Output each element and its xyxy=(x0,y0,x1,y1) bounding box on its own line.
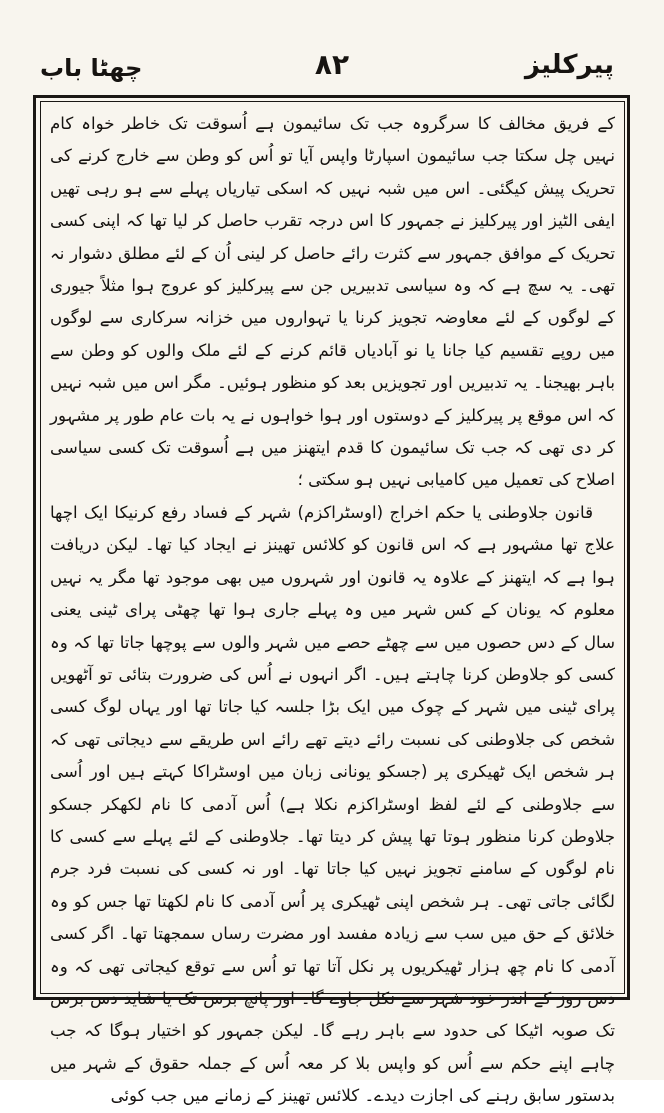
page-header xyxy=(30,40,634,90)
body-text xyxy=(50,108,615,1113)
chapter-label: چھٹا باب xyxy=(40,54,143,82)
page-number: ۸۲ xyxy=(314,48,350,81)
paragraph: قانون جلاوطنی یا حکم اخراج (اوسٹراکزم) شہر کے فساد رفع کرنیکا ایک اچھا علاج تھا مشہور ہے کہ اس قانون کو کلائس تھینز نے ایجاد کیا تھا۔ لیکن دریافت ہوا ہے کہ ایتھنز کے علاوہ یہ قانون اور شہروں میں بھی موجود تھا مگر یہ نہیں معلوم کہ یونان کے کس شہر میں وہ پہلے جاری ہوا تھا چھٹی پرای ٹینی یعنی سال کے دس حصوں میں سے چھٹے حصے میں شہر والوں سے پوچھا جاتا تھا کہ وہ کسی کو جلاوطن کرنا چاہتے ہیں۔ اگر انہوں نے اُس کی ضرورت بتائی تو آٹھویں پرای ٹینی میں شہر کے چوک میں ایک بڑا جلسہ کیا جاتا تھا اور یہاں لوگ کسی شخص کی جلاوطنی کی نسبت رائے دیتے تھے رائے اس طریقے سے دیجاتی تھی کہ ہر شخص ایک ٹھیکری پر (جسکو یونانی زبان میں اوسٹراکا کہتے ہیں اور اُسی سے جلاوطنی کے لئے لفظ اوسٹراکزم نکلا ہے) اُس آدمی کا نام لکھکر جسکو جلاوطن کرنا منظور ہوتا تھا پیش کر دیتا تھا۔ جلاوطنی کے لئے پہلے سے کسی کا نام لوگوں کے سامنے تجویز نہیں کیا جاتا تھا۔ اور نہ کسی کی نسبت فرد جرم لگائی جاتی تھی۔ ہر شخص اپنی ٹھیکری پر اُس آدمی کا نام لکھتا تھا جس کو وہ خلائق کے حق میں سب سے زیادہ مفسد اور مضرت رساں سمجھتا تھا۔ اگر کسی آدمی کا نام چھ ہزار ٹھیکریوں پر نکل آتا تھا تو اُس سے توقع کیجاتی تھی کہ وہ دس روز کے اندر خود شہر سے نکل جاوے گا۔ اور پانچ برس تک یا شاید دس برس تک صوبہ اٹیکا کی حدود سے باہر رہے گا۔ لیکن جمہور کو اختیار ہوگا کہ جب چاہے اپنے حکم سے اُس کو واپس بلا کر معہ اُس کے جملہ حقوق کے شہر میں بدستور سابق رہنے کی اجازت دیدے۔ کلائس تھینز کے زمانے میں جب کوئی xyxy=(50,502,615,1106)
running-title: پیرکلیز xyxy=(524,50,614,80)
paragraph: کے فریق مخالف کا سرگروہ جب تک سائیمون ہے اُسوقت تک خاطر خواہ کام نہیں چل سکتا جب سائیمون اسپارٹا واپس آیا تو اُس کو وطن سے خارج کرنے کی تحریک پیش کیگئی۔ اس میں شبہ نہیں کہ اسکی تیاریاں پہلے سے ہو رہی تھیں ایفی الٹیز اور پیرکلیز نے جمہور کا اس درجہ تقرب حاصل کر لیا تھا کہ اپنی کسی تحریک کے موافق جمہور سے کثرت رائے حاصل کر لینی اُن کے لئے مطلق دشوار نہ تھی۔ یہ سچ ہے کہ وہ سیاسی تدبیریں جن سے پیرکلیز کو عروج ہوا مثلاً جیوری کے لوگوں کے لئے معاوضہ تجویز کرنا یا تہواروں میں خزانہ سرکاری سے لوگوں میں روپے تقسیم کیا جانا یا نو آبادیاں قائم کرنے کے لئے ملک والوں کو وطن سے باہر بھیجنا۔ یہ تدبیریں اور تجویزیں بعد کو منظور ہوئیں۔ مگر اس میں شبہ نہیں کہ اس موقع پر پیرکلیز کے دوستوں اور ہوا خواہوں نے یہ بات عام طور پر مشہور کر دی تھی کہ جب تک سائیمون کا قدم ایتھنز میں ہے اُسوقت تک کسی سیاسی اصلاح کی تعمیل میں کامیابی نہیں ہو سکتی ؛ xyxy=(50,114,615,490)
